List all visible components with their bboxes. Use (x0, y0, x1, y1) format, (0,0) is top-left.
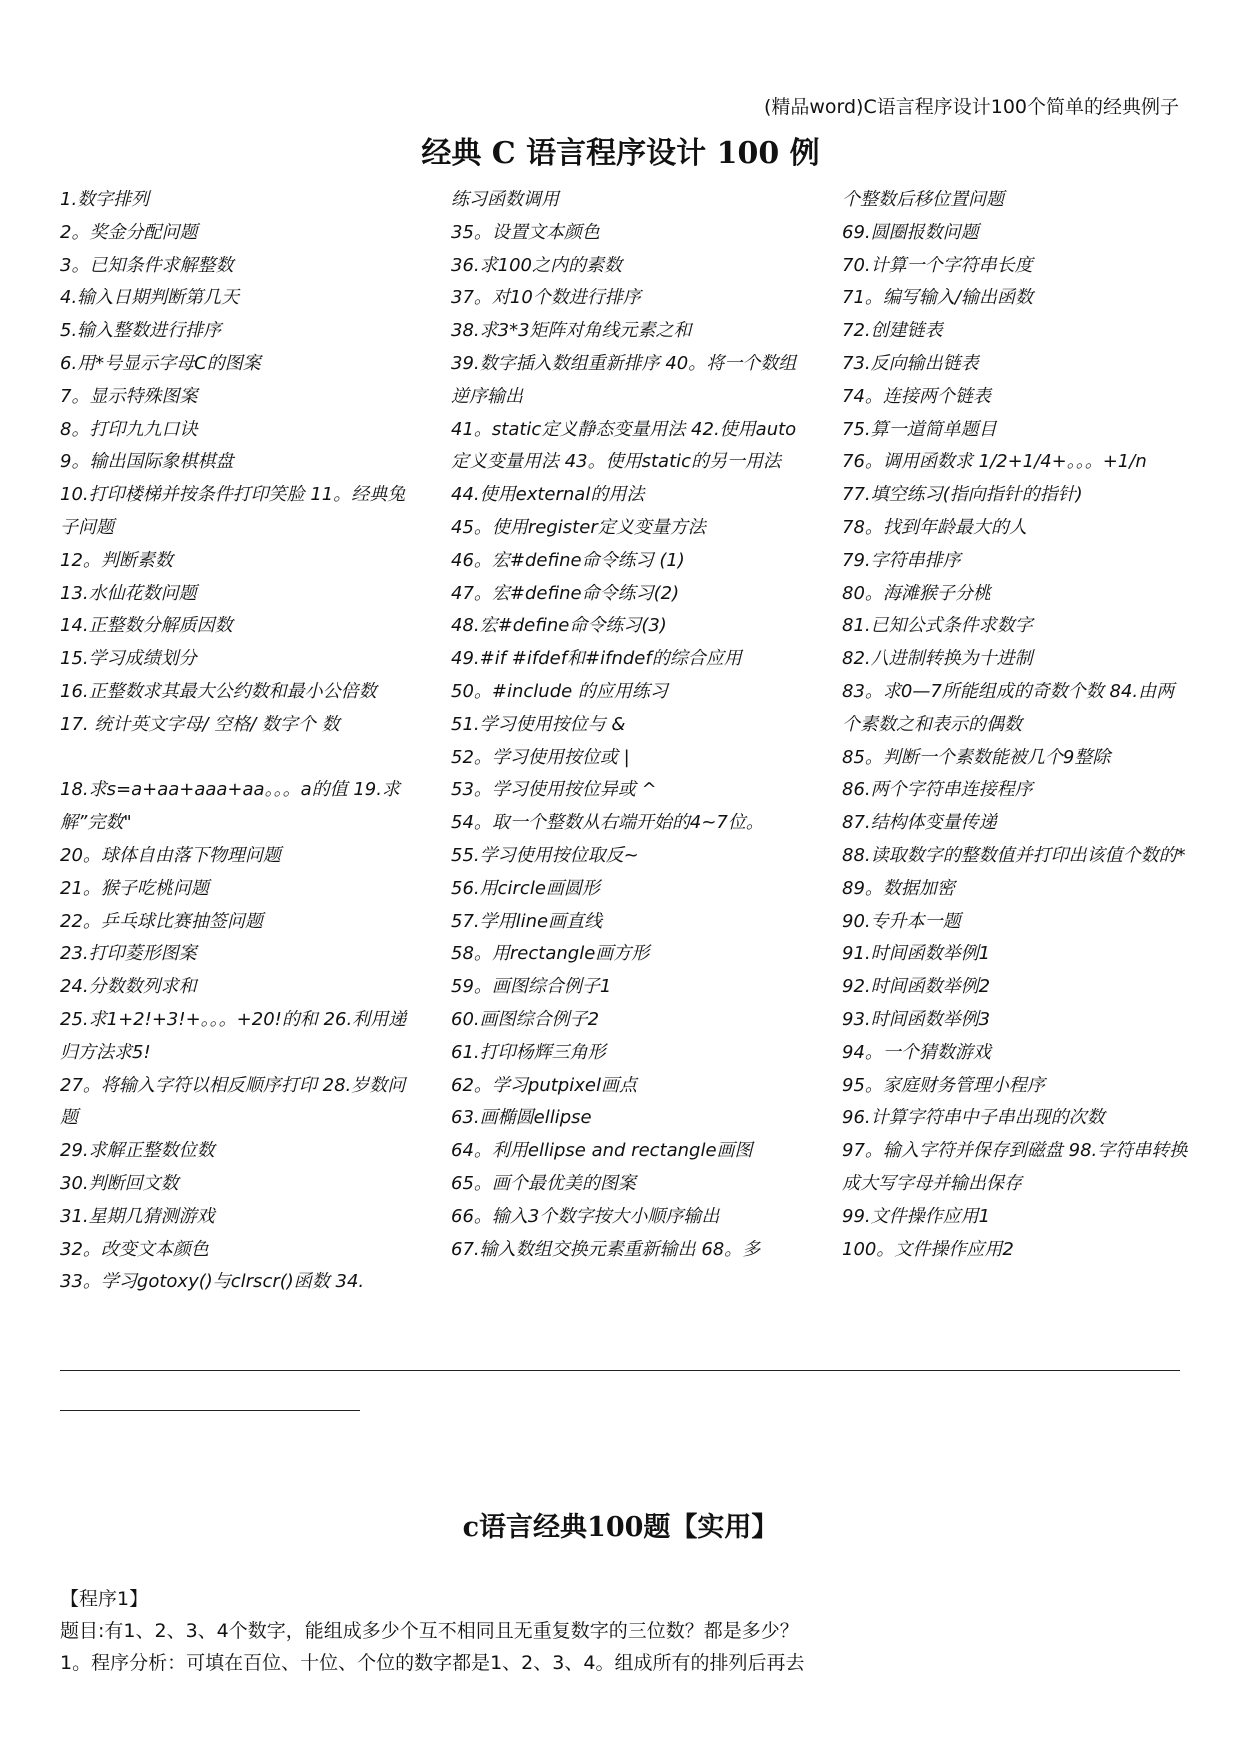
toc-item: 24.分数数列求和 (60, 976, 197, 998)
toc-item: 90.专升本一题 (842, 910, 961, 932)
toc-item: 7。显示特殊图案 (60, 385, 198, 407)
toc-item: 9。输出国际象棋棋盘 (60, 451, 234, 473)
toc-item: 65。画个最优美的图案 (451, 1172, 636, 1194)
toc-item: 69.圆圈报数问题 (842, 221, 979, 243)
toc-item: 16.正整数求其最大公约数和最小公倍数 (60, 680, 377, 702)
toc-item: 97。输入字符并保存到磁盘 98.字符串转换成大写字母并输出保存 (842, 1140, 1188, 1194)
toc-item: 52。学习使用按位或 | (451, 746, 630, 768)
toc-item: 14.正整数分解质因数 (60, 615, 233, 637)
toc-item: 50。#include 的应用练习 (451, 680, 668, 702)
toc-item: 41。static定义静态变量用法 42.使用auto定义变量用法 43。使用static的另一用法 (451, 418, 797, 473)
toc-item: 4.输入日期判断第几天 (60, 287, 240, 309)
toc-item: 78。找到年龄最大的人 (842, 516, 1027, 538)
separator-line-short (60, 1410, 360, 1411)
toc-item: 62。学习putpixel画点 (451, 1074, 637, 1096)
toc-item: 91.时间函数举例1 (842, 943, 991, 965)
toc-item: 3。已知条件求解整数 (60, 254, 234, 276)
toc-column-3 (842, 184, 1192, 1266)
toc-item: 100。文件操作应用2 (842, 1238, 1014, 1260)
document-title: 经典 C 语言程序设计 100 例 (421, 136, 820, 171)
toc-item: 61.打印杨辉三角形 (451, 1041, 606, 1063)
toc-item: 81.已知公式条件求数字 (842, 615, 1033, 637)
separator-line (60, 1370, 1180, 1371)
toc-item: 96.计算字符串中子串出现的次数 (842, 1107, 1105, 1129)
toc-item: 51.学习使用按位与 & (451, 713, 626, 735)
toc-item: 95。家庭财务管理小程序 (842, 1074, 1045, 1096)
toc-item: 77.填空练习(指向指针的指针) (842, 484, 1083, 506)
toc-item: 63.画椭圆ellipse (451, 1107, 592, 1129)
toc-item: 87.结构体变量传递 (842, 812, 997, 834)
toc-item: 53。学习使用按位异或 ^ (451, 779, 657, 801)
toc-item: 64。利用ellipse and rectangle画图 (451, 1140, 753, 1162)
toc-item: 85。判断一个素数能被几个9整除 (842, 746, 1111, 768)
toc-item: 72.创建链表 (842, 320, 943, 342)
toc-item: 66。输入3个数字按大小顺序输出 (451, 1205, 720, 1227)
toc-item: 57.学用line画直线 (451, 910, 603, 932)
toc-item: 44.使用external的用法 (451, 484, 645, 506)
toc-item: 29.求解正整数位数 (60, 1140, 215, 1162)
toc-item: 23.打印菱形图案 (60, 943, 197, 965)
toc-item: 27。将输入字符以相反顺序打印 28.岁数问题 (60, 1074, 406, 1129)
toc-item: 37。对10个数进行排序 (451, 287, 641, 309)
toc-item: 12。判断素数 (60, 549, 173, 571)
toc-item: 58。用rectangle画方形 (451, 943, 650, 965)
toc-item: 47。宏#define命令练习(2) (451, 582, 680, 604)
toc-item: 练习函数调用 (451, 189, 559, 210)
toc-item: 73.反向输出链表 (842, 352, 979, 374)
toc-item: 94。一个猜数游戏 (842, 1041, 991, 1063)
toc-item: 67.输入数组交换元素重新输出 68。多 (451, 1238, 761, 1260)
toc-item: 21。猴子吃桃问题 (60, 877, 209, 899)
page-header: (精品word)C语言程序设计100个简单的经典例子 (763, 96, 1179, 118)
toc-item: 10.打印楼梯并按条件打印笑脸 11。经典兔子问题 (60, 484, 406, 538)
toc-item: 个整数后移位置问题 (842, 189, 1004, 210)
toc-item: 39.数字插入数组重新排序 40。将一个数组逆序输出 (451, 352, 797, 407)
toc-item: 30.判断回文数 (60, 1172, 179, 1194)
toc-item: 31.星期几猜测游戏 (60, 1205, 215, 1227)
toc-item: 32。改变文本颜色 (60, 1238, 209, 1260)
toc-item: 60.画图综合例子2 (451, 1008, 600, 1030)
toc-item: 82.八进制转换为十进制 (842, 648, 1033, 670)
toc-item: 71。编写输入/输出函数 (842, 287, 1033, 309)
toc-item: 56.用circle画圆形 (451, 877, 600, 899)
toc-item: 70.计算一个字符串长度 (842, 254, 1033, 276)
toc-item: 99.文件操作应用1 (842, 1205, 991, 1227)
toc-item: 54。取一个整数从右端开始的4~7位。 (451, 812, 764, 834)
toc-item (60, 742, 420, 775)
toc-item: 75.算一道简单题目 (842, 418, 997, 440)
toc-column-1 (60, 184, 420, 1299)
toc-item: 55.学习使用按位取反~ (451, 844, 639, 866)
toc-item: 49.#if #ifdef和#ifndef的综合应用 (451, 648, 742, 670)
toc-item: 92.时间函数举例2 (842, 976, 991, 998)
section-title: c语言经典100题【实用】 (462, 1512, 779, 1543)
toc-item: 35。设置文本颜色 (451, 221, 600, 243)
toc-item: 5.输入整数进行排序 (60, 320, 222, 342)
toc-item: 89。数据加密 (842, 877, 955, 899)
toc-item: 83。求0—7所能组成的奇数个数 84.由两个素数之和表示的偶数 (842, 680, 1175, 735)
toc-item: 2。奖金分配问题 (60, 221, 198, 243)
toc-item: 74。连接两个链表 (842, 385, 991, 407)
toc-item: 17. 统计英文字母/ 空格/ 数字个 数 (60, 713, 340, 735)
toc-item: 45。使用register定义变量方法 (451, 516, 706, 538)
toc-item: 59。画图综合例子1 (451, 976, 612, 998)
toc-item: 48.宏#define命令练习(3) (451, 615, 667, 637)
toc-column-2 (451, 184, 811, 1266)
toc-item: 46。宏#define命令练习 (1) (451, 549, 685, 571)
toc-item: 18.求s=a+aa+aaa+aa。。。a的值 19.求解”完数" (60, 779, 400, 834)
toc-item: 76。调用函数求 1/2+1/4+。。。+1/n (842, 451, 1147, 473)
toc-item: 15.学习成绩划分 (60, 648, 197, 670)
toc-item: 79.字符串排序 (842, 549, 961, 571)
program-question: 题目:有1、2、3、4个数字，能组成多少个互不相同且无重复数字的三位数？都是多少？ (60, 1620, 799, 1642)
toc-item: 25.求1+2!+3!+。。。+20!的和 26.利用递归方法求5! (60, 1008, 407, 1063)
toc-item: 22。乒乓球比赛抽签问题 (60, 910, 263, 932)
toc-item: 20。球体自由落下物理问题 (60, 844, 281, 866)
toc-item: 93.时间函数举例3 (842, 1008, 991, 1030)
toc-item: 33。学习gotoxy()与clrscr()函数 34. (60, 1271, 365, 1293)
toc-item: 38.求3*3矩阵对角线元素之和 (451, 320, 692, 342)
toc-item: 36.求100之内的素数 (451, 254, 622, 276)
toc-item: 88.读取数字的整数值并打印出该值个数的* (842, 844, 1186, 866)
toc-item: 13.水仙花数问题 (60, 582, 197, 604)
program-analysis: 1。程序分析：可填在百位、十位、个位的数字都是1、2、3、4。组成所有的排列后再去 (60, 1652, 805, 1674)
toc-item: 6.用*号显示字母C的图案 (60, 352, 261, 374)
program-label: 【程序1】 (60, 1588, 149, 1610)
toc-item: 1.数字排列 (60, 189, 150, 210)
toc-item: 86.两个字符串连接程序 (842, 779, 1033, 801)
toc-item: 80。海滩猴子分桃 (842, 582, 991, 604)
toc-item: 8。打印九九口诀 (60, 418, 198, 440)
